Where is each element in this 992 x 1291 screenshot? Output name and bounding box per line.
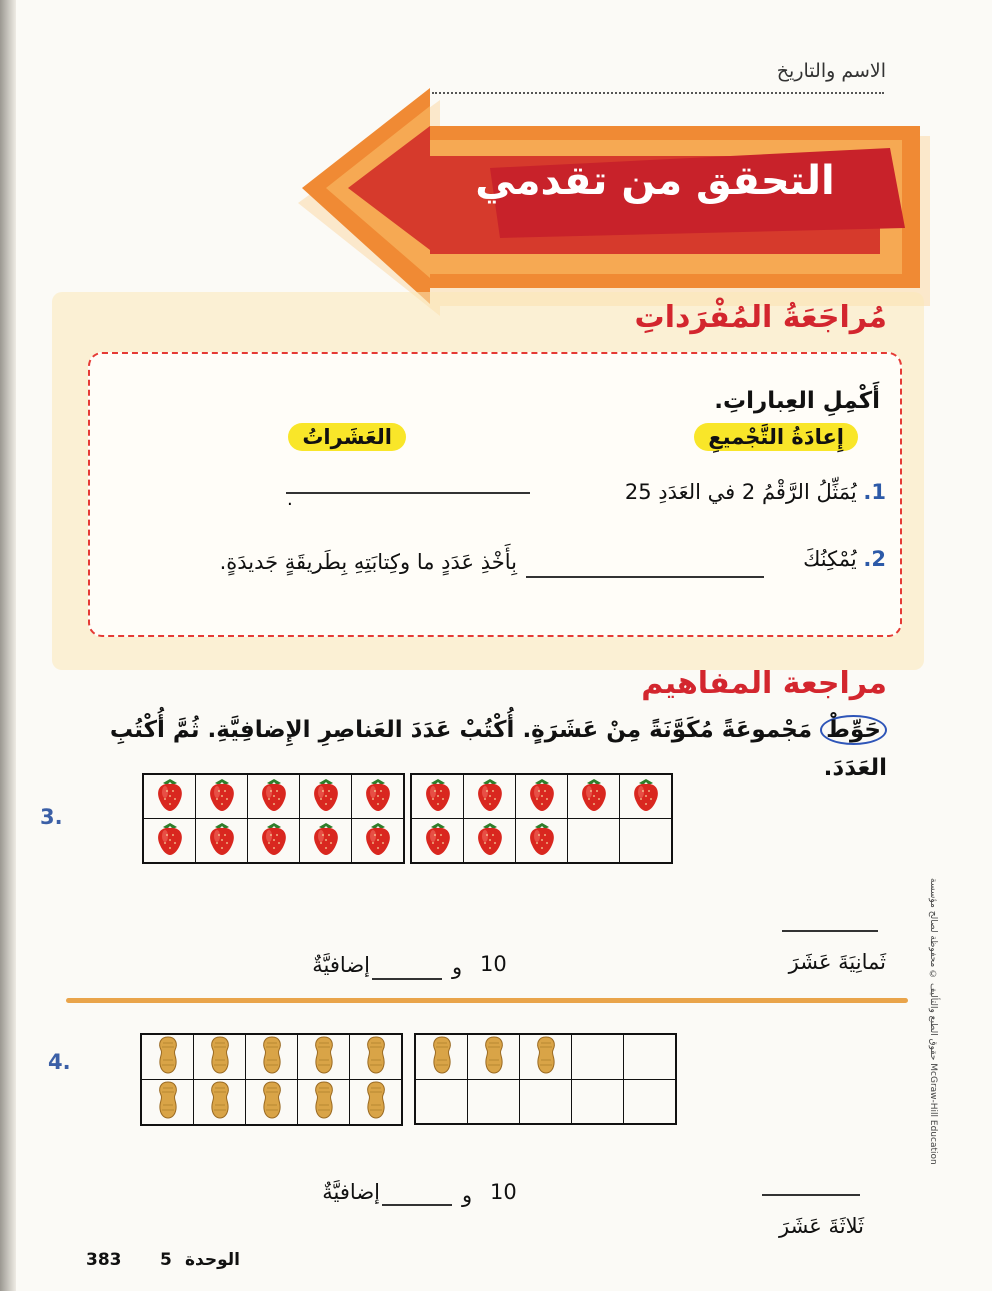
section-separator — [66, 998, 908, 1003]
strawberry-icon — [421, 842, 455, 861]
ten-frame-cell[interactable] — [298, 1080, 350, 1126]
question-1 — [625, 480, 886, 504]
concepts-instruction-text: مَجْموعَةً مُكَوَّنَةً مِنْ عَشَرَةٍ. أُكْتُبْ عَدَدَ العَناصِرِ الإِضافِيَّةِ. ثُمَّ أُكْتُبِ العَدَدَ. — [109, 717, 887, 781]
ten-frame-cell[interactable] — [141, 1034, 194, 1080]
strawberry-icon — [361, 842, 395, 861]
problem-3-number-blank[interactable] — [782, 930, 878, 932]
ten-frame-cell[interactable] — [516, 819, 568, 864]
unit-label: الوحدة — [185, 1250, 240, 1270]
tens-highlight: العَشَراتُ — [288, 423, 406, 451]
problem-4-number-blank[interactable] — [762, 1194, 860, 1196]
ten-frame-cell[interactable] — [520, 1034, 572, 1080]
ten-frame-cell[interactable] — [352, 819, 405, 864]
question-1-period: . — [287, 489, 293, 510]
ten-frame-cell[interactable] — [196, 774, 248, 819]
problem-4-ten: 10 — [490, 1180, 517, 1204]
problem-3-number-word: ثَمانِيَةَ عَشَرَ — [788, 950, 886, 974]
ten-frame-row — [141, 1080, 402, 1126]
ten-frame-cell[interactable] — [411, 774, 464, 819]
ten-frame-cell[interactable] — [624, 1080, 677, 1125]
question-2 — [803, 547, 886, 571]
ten-frame-cell[interactable] — [464, 819, 516, 864]
ten-frame-cell[interactable] — [468, 1080, 520, 1125]
ten-frame-row — [411, 774, 672, 819]
ten-frame-row — [415, 1034, 676, 1080]
ten-frame-cell[interactable] — [194, 1034, 246, 1080]
book-spine — [0, 0, 16, 1291]
peanut-icon — [311, 1060, 337, 1079]
copyright-side-text: حقوق الطبع والتأليف © محفوظة لصالح مؤسسة McGraw-Hill Education — [928, 878, 938, 1165]
strawberry-icon — [577, 798, 611, 817]
strawberry-icon — [629, 798, 663, 817]
vocab-instruction: أَكْمِلِ العِباراتِ. — [714, 388, 880, 414]
ten-frame-row — [143, 774, 404, 819]
problem-4-left-ten-frame — [140, 1033, 403, 1126]
regroup-highlight: إِعادَةُ التَّجْميعِ — [694, 423, 858, 451]
strawberry-icon — [153, 842, 187, 861]
ten-frame-cell[interactable] — [300, 774, 352, 819]
problem-4-right-ten-frame — [414, 1033, 677, 1125]
ten-frame-row — [143, 819, 404, 864]
ten-frame-cell[interactable] — [194, 1080, 246, 1126]
ten-frame-cell[interactable] — [411, 819, 464, 864]
ten-frame-cell[interactable] — [572, 1080, 624, 1125]
peanut-icon — [207, 1105, 233, 1124]
ten-frame-cell[interactable] — [464, 774, 516, 819]
ten-frame-cell[interactable] — [143, 774, 196, 819]
peanut-icon — [155, 1060, 181, 1079]
ten-frame-cell[interactable] — [568, 774, 620, 819]
peanut-icon — [533, 1060, 559, 1079]
strawberry-icon — [473, 842, 507, 861]
ten-frame-cell[interactable] — [620, 819, 673, 864]
ten-frame-cell[interactable] — [248, 819, 300, 864]
peanut-icon — [481, 1060, 507, 1079]
problem-4-number-word: ثَلاثَةَ عَشَرَ — [778, 1214, 864, 1238]
problem-4-extra-label: إضافيَّةٌ — [322, 1180, 380, 1204]
ten-frame-cell[interactable] — [352, 774, 405, 819]
strawberry-icon — [205, 842, 239, 861]
vocab-word-tens — [288, 425, 406, 449]
page-number: 383 — [86, 1250, 122, 1270]
peanut-icon — [311, 1105, 337, 1124]
problem-3-extra-label: إضافيَّةٌ — [312, 953, 370, 977]
ten-frame-cell[interactable] — [520, 1080, 572, 1125]
problem-4-and: و — [462, 1183, 473, 1207]
peanut-icon — [155, 1105, 181, 1124]
ten-frame-cell[interactable] — [141, 1080, 194, 1126]
strawberry-icon — [421, 798, 455, 817]
problem-3-right-ten-frame — [410, 773, 673, 864]
strawberry-icon — [361, 798, 395, 817]
problem-3-number: 3. — [40, 805, 63, 829]
ten-frame-cell[interactable] — [415, 1080, 468, 1125]
ten-frame-row — [141, 1034, 402, 1080]
ten-frame-cell[interactable] — [300, 819, 352, 864]
name-date-label: الاسم والتاريخ — [776, 60, 886, 82]
strawberry-icon — [309, 842, 343, 861]
ten-frame-row — [415, 1080, 676, 1125]
peanut-icon — [259, 1060, 285, 1079]
question-2-number: 2. — [863, 547, 886, 571]
unit-number: 5 — [160, 1250, 172, 1270]
strawberry-icon — [525, 798, 559, 817]
page-title: التحقق من تقدمي — [475, 158, 835, 204]
strawberry-icon — [257, 842, 291, 861]
peanut-icon — [363, 1105, 389, 1124]
ten-frame-cell[interactable] — [246, 1034, 298, 1080]
ten-frame-cell[interactable] — [350, 1034, 403, 1080]
question-1-text: يُمَثِّلُ الرَّقْمُ 2 في العَدَدِ 25 — [624, 480, 857, 504]
peanut-icon — [207, 1060, 233, 1079]
problem-3-extra-blank[interactable] — [372, 978, 442, 980]
ten-frame-cell[interactable] — [196, 819, 248, 864]
problem-3-and: و — [452, 955, 463, 979]
strawberry-icon — [205, 798, 239, 817]
problem-4-number: 4. — [48, 1050, 71, 1074]
ten-frame-cell[interactable] — [468, 1034, 520, 1080]
strawberry-icon — [473, 798, 507, 817]
ten-frame-cell[interactable] — [568, 819, 620, 864]
ten-frame-cell[interactable] — [624, 1034, 677, 1080]
strawberry-icon — [309, 798, 343, 817]
strawberry-icon — [153, 798, 187, 817]
vocab-title: مُراجَعَةُ المُفْرَداتِ — [634, 300, 887, 335]
ten-frame-cell[interactable] — [246, 1080, 298, 1126]
ten-frame-cell[interactable] — [620, 774, 673, 819]
question-2-blank[interactable] — [526, 576, 764, 578]
ten-frame-cell[interactable] — [572, 1034, 624, 1080]
ten-frame-cell[interactable] — [415, 1034, 468, 1080]
strawberry-icon — [525, 842, 559, 861]
peanut-icon — [429, 1060, 455, 1079]
peanut-icon — [259, 1105, 285, 1124]
question-2-text-a: يُمْكِنُكَ — [803, 547, 857, 571]
ten-frame-cell[interactable] — [143, 819, 196, 864]
ten-frame-cell[interactable] — [298, 1034, 350, 1080]
strawberry-icon — [257, 798, 291, 817]
vocab-word-regroup — [694, 425, 858, 449]
ten-frame-cell[interactable] — [516, 774, 568, 819]
question-2-text-b: بِأَخْذِ عَدَدٍ ما وكِتابَتِهِ بِطَريقَةٍ جَديدَةٍ. — [219, 550, 517, 574]
ten-frame-cell[interactable] — [248, 774, 300, 819]
ten-frame-row — [411, 819, 672, 864]
ten-frame-cell[interactable] — [350, 1080, 403, 1126]
problem-4-extra-blank[interactable] — [382, 1204, 452, 1206]
problem-3-ten: 10 — [480, 952, 507, 976]
question-1-blank[interactable] — [286, 492, 530, 494]
question-1-number: 1. — [863, 480, 886, 504]
peanut-icon — [363, 1060, 389, 1079]
problem-3-left-ten-frame — [142, 773, 405, 864]
concepts-title: مراجعة المفاهيم — [641, 666, 887, 701]
circle-word: حَوِّطْ — [820, 715, 887, 745]
